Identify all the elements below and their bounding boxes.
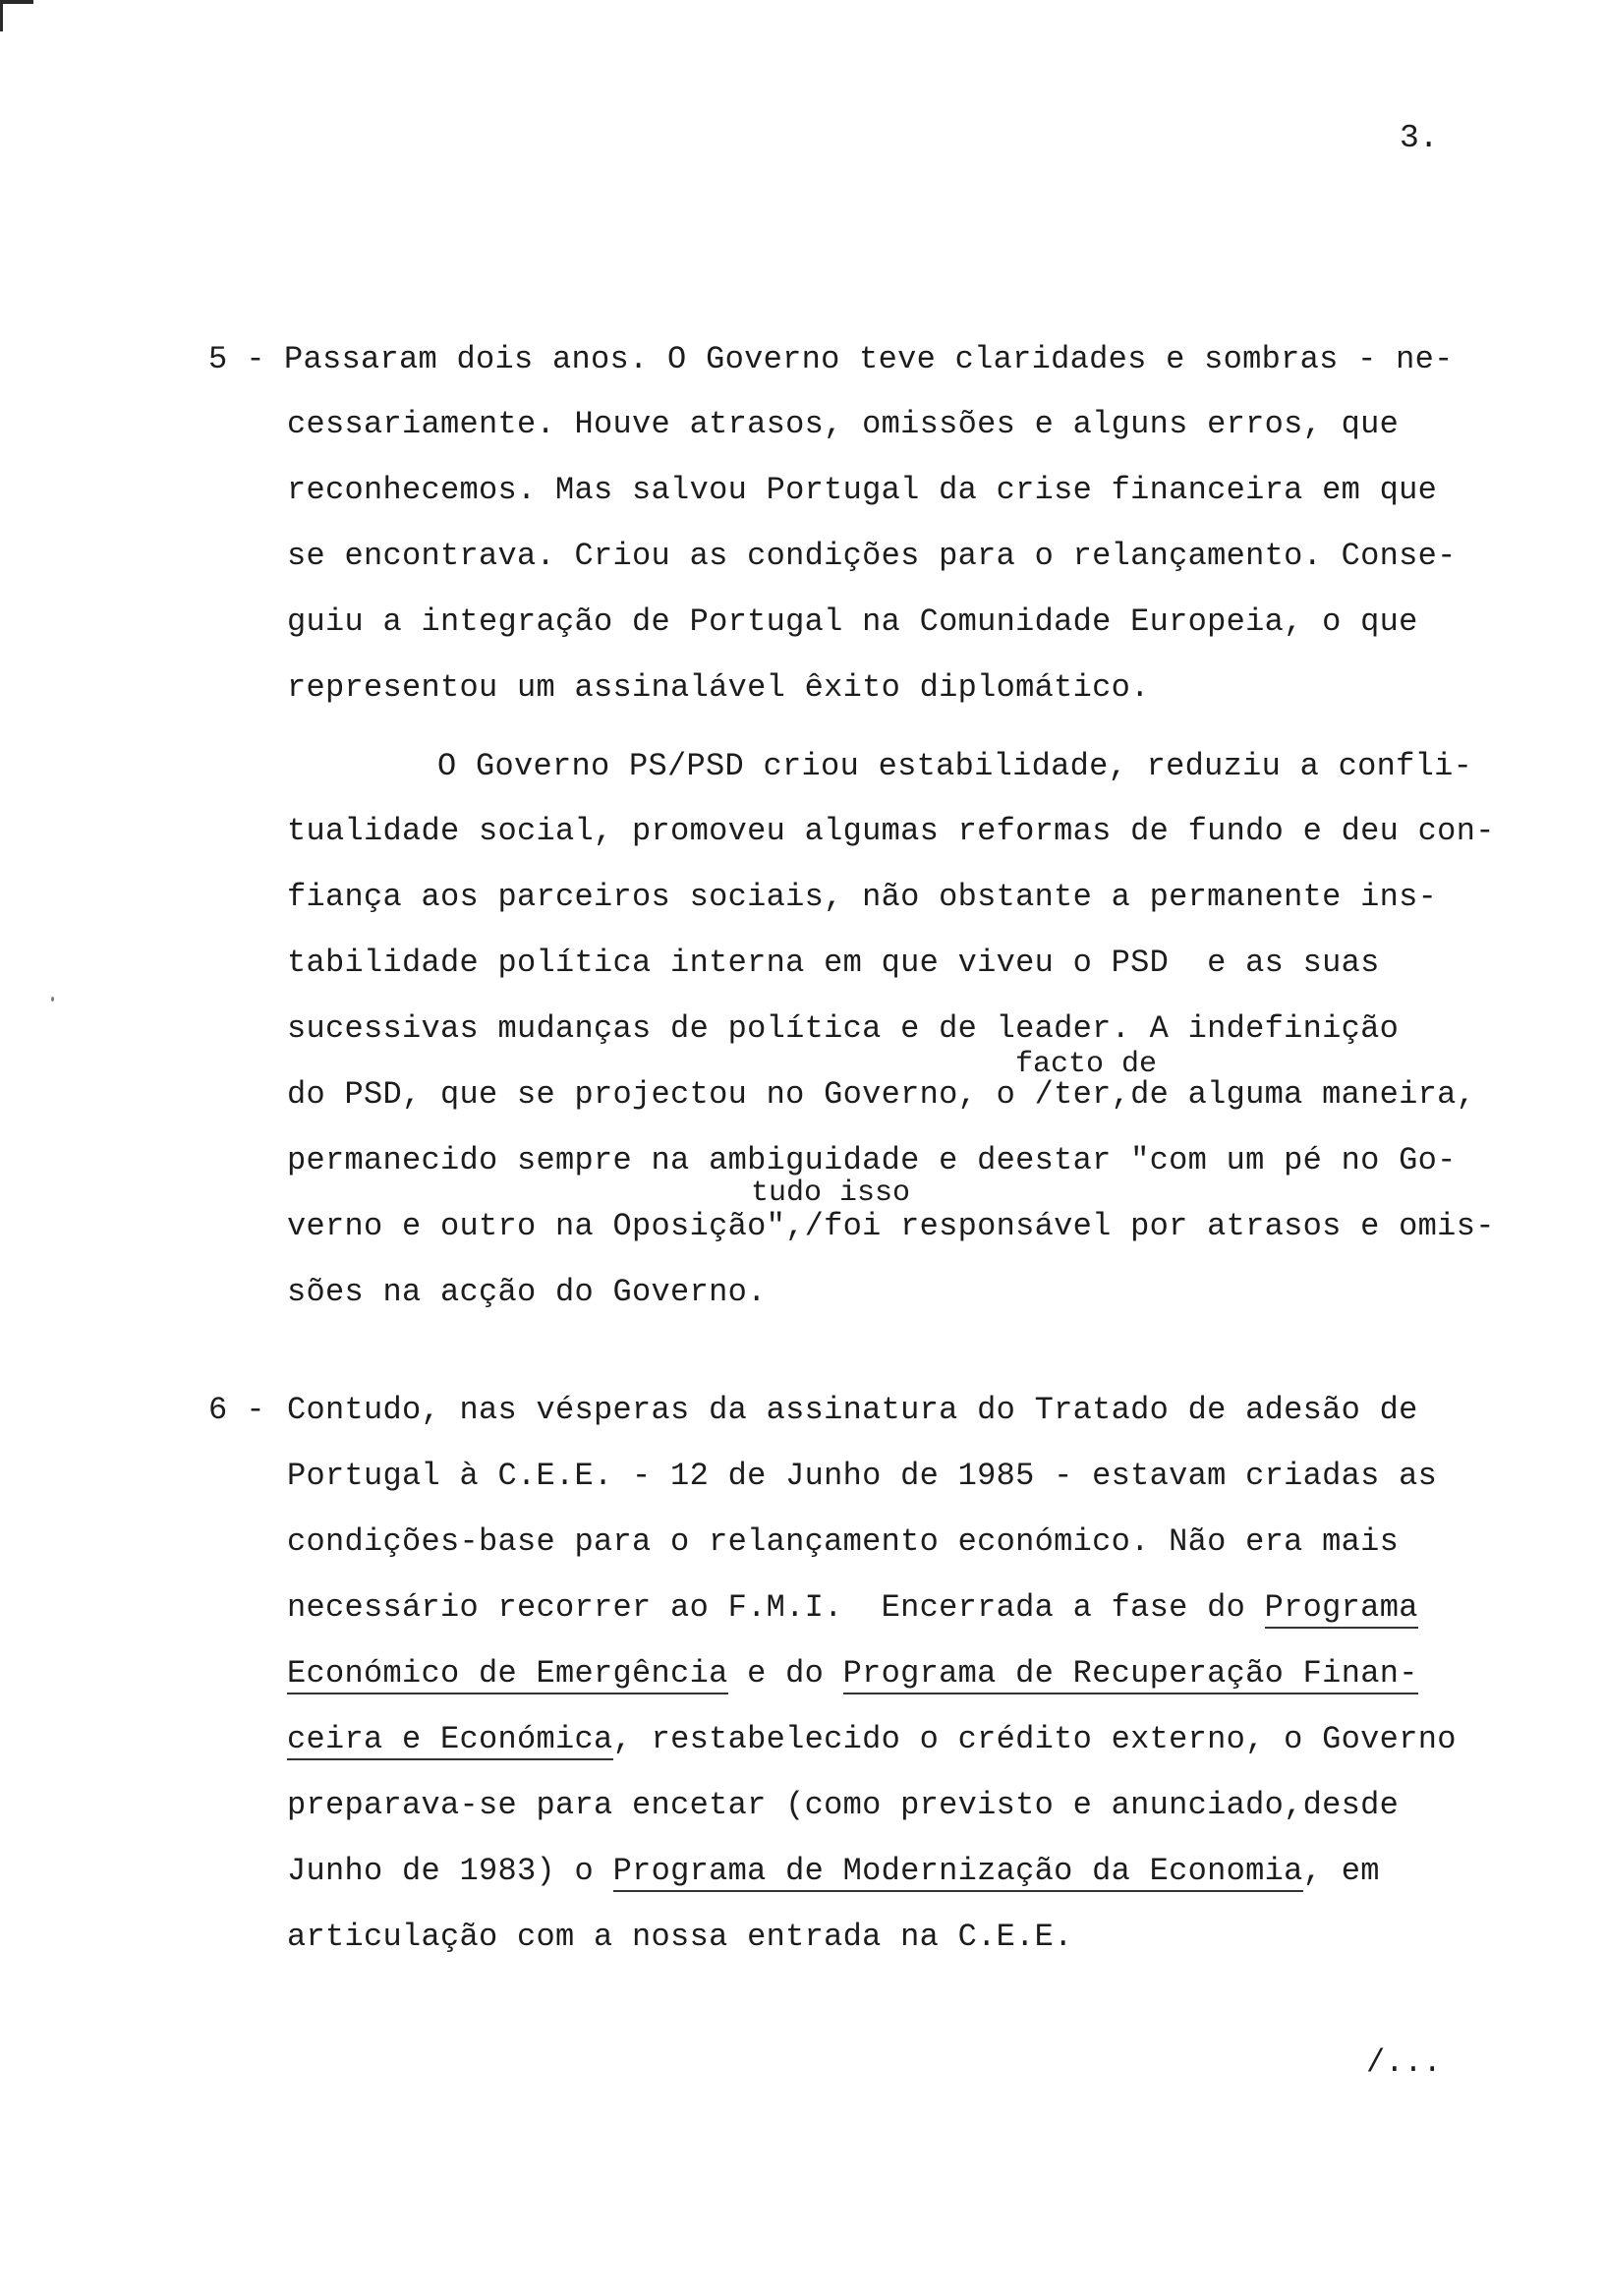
section-number: 5 - [208, 341, 265, 377]
handwritten-insert: facto de [1015, 1048, 1158, 1081]
text-line: reconhecemos. Mas salvou Portugal da crise financeira em que [287, 472, 1438, 508]
section-number: 6 - [208, 1392, 265, 1428]
text-segment: , restabelecido o crédito externo, o Governo [612, 1721, 1457, 1757]
text-line: tualidade social, promoveu algumas reformas de fundo e deu con- [287, 813, 1495, 849]
scan-speck [51, 997, 54, 1002]
text-line: preparava-se para encetar (como previsto e anunciado,desde [287, 1787, 1400, 1823]
text-line: condições-base para o relançamento económico. Não era mais [287, 1523, 1400, 1560]
text-line: representou um assinalável êxito diplomático. [287, 669, 1150, 706]
page-number: 3. [1400, 120, 1439, 156]
text-line: O Governo PS/PSD criou estabilidade, reduziu a confli- [437, 748, 1473, 784]
text-line: permanecido sempre na ambiguidade e deestar "com um pé no Go- [287, 1142, 1457, 1178]
text-line: sucessivas mudanças de política e de leader. A indefinição [287, 1010, 1400, 1047]
continuation-mark: /... [1366, 2044, 1442, 2081]
handwritten-insert: tudo isso [751, 1177, 911, 1210]
text-segment: Junho de 1983) o [287, 1853, 613, 1889]
text-line: articulação com a nossa entrada na C.E.E. [287, 1919, 1073, 1955]
underlined-program-title: ceira e Económica [287, 1721, 613, 1760]
underlined-program-title: Programa [1265, 1589, 1418, 1629]
underlined-program-title: Económico de Emergência [287, 1655, 728, 1694]
text-line [287, 1654, 1418, 1693]
text-line: cessariamente. Houve atrasos, omissões e alguns erros, que [287, 406, 1400, 442]
text-line: fiança aos parceiros sociais, não obstante a permanente ins- [287, 879, 1438, 915]
underlined-program-title: Programa de Recuperação Finan- [843, 1655, 1418, 1694]
text-line [287, 1588, 1418, 1628]
text-line: tabilidade política interna em que viveu o PSD e as suas [287, 945, 1380, 981]
text-line [287, 1720, 1457, 1759]
underlined-program-title: Programa de Modernização da Economia [613, 1853, 1303, 1892]
text-line: Portugal à C.E.E. - 12 de Junho de 1985 - estavam criadas as [287, 1458, 1438, 1494]
crop-mark-top [0, 0, 33, 4]
text-line: se encontrava. Criou as condições para o relançamento. Conse- [287, 538, 1457, 574]
text-segment: e do [727, 1655, 843, 1692]
text-line [287, 1852, 1380, 1891]
text-line: do PSD, que se projectou no Governo, o /ter,de alguma maneira, [287, 1076, 1476, 1113]
text-segment: necessário recorrer ao F.M.I. Encerrada a fase do [287, 1589, 1265, 1626]
text-line: sões na acção do Governo. [287, 1274, 767, 1310]
text-line: Passaram dois anos. O Governo teve claridades e sombras - ne- [284, 341, 1454, 377]
text-line: Contudo, nas vésperas da assinatura do Tratado de adesão de [287, 1392, 1418, 1428]
crop-mark-left [0, 0, 3, 31]
text-segment: , em [1302, 1853, 1380, 1889]
text-line: verno e outro na Oposição",/foi responsável por atrasos e omis- [287, 1208, 1495, 1244]
text-line: guiu a integração de Portugal na Comunidade Europeia, o que [287, 603, 1418, 640]
